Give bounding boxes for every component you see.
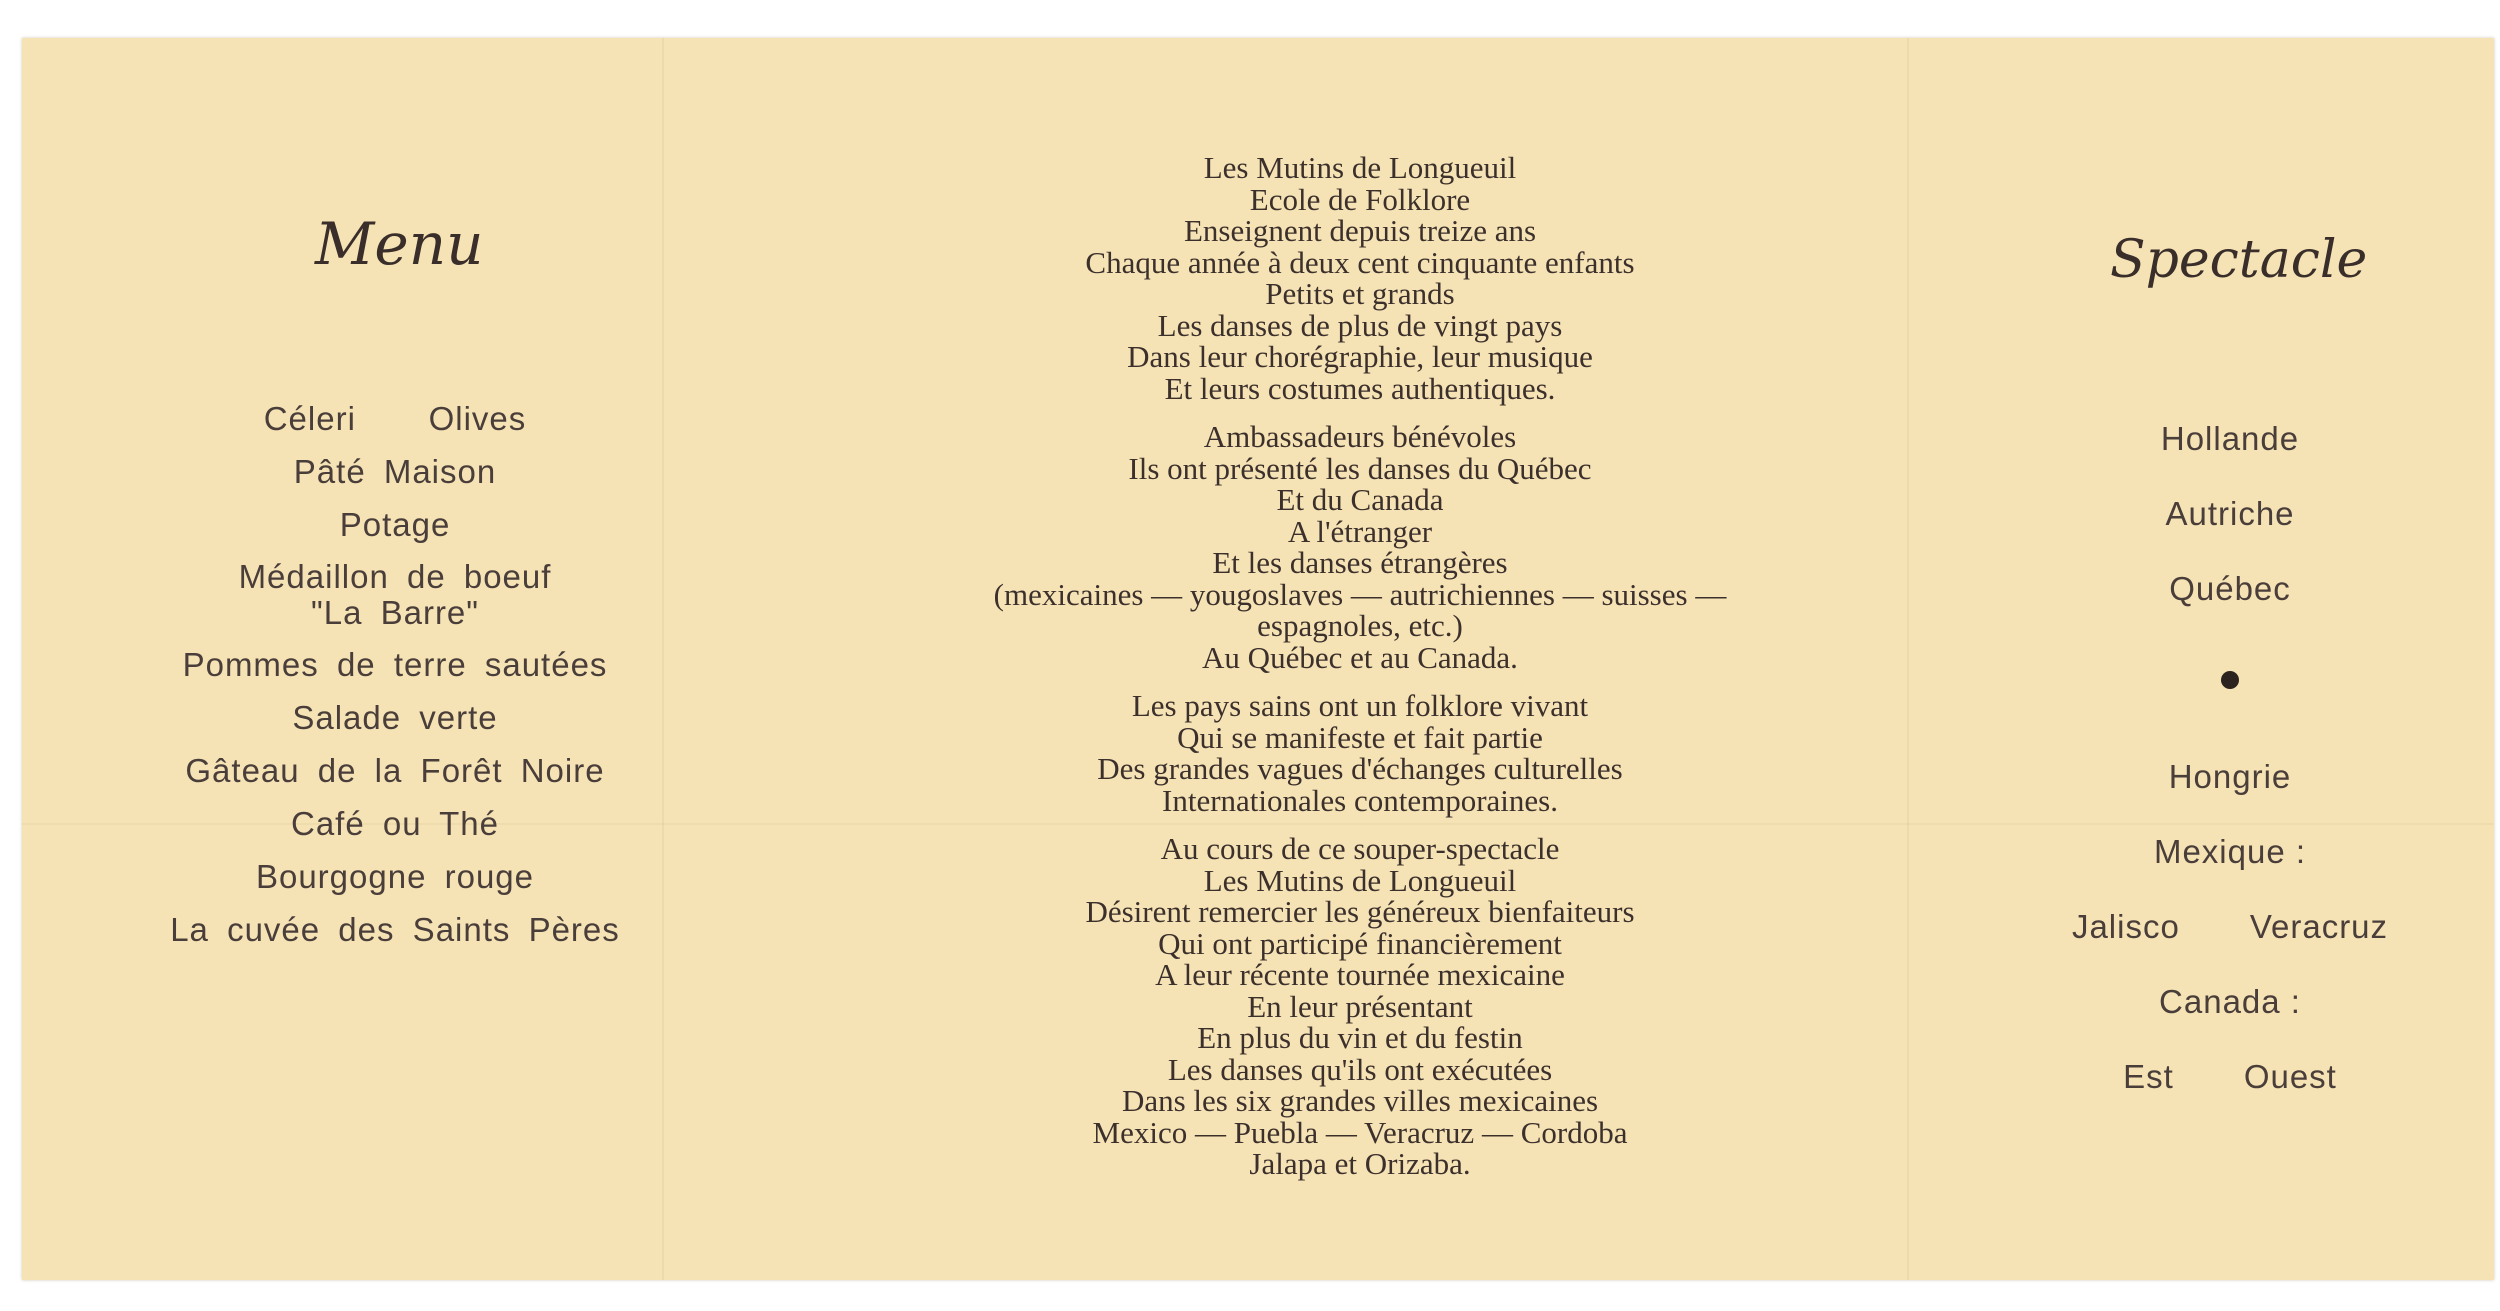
text-line: A l'étranger [1287, 513, 1433, 549]
separator [2040, 645, 2420, 758]
text-line: espagnoles, etc.) [1257, 608, 1463, 643]
paragraph [870, 421, 1850, 673]
text-line: Et leurs costumes authentiques. [1164, 370, 1556, 406]
text-line: En plus du vin et du festin [1197, 1020, 1523, 1055]
text-line: Mexico — Puebla — Veracruz — Cordoba [1092, 1114, 1628, 1150]
text-line: Internationales contemporaines. [1162, 782, 1558, 818]
menu-item: Bourgogne rouge [255, 858, 535, 895]
text-line: Des grandes vagues d'échanges culturelles [1097, 751, 1623, 786]
text-line: Petits et grands [1265, 276, 1455, 311]
spectacle-subitem: Est [2123, 1058, 2174, 1095]
paragraph [870, 690, 1850, 816]
menu-item: Pommes de terre sautées [182, 646, 608, 683]
text-line: Dans les six grandes villes mexicaines [1121, 1083, 1599, 1118]
paragraph [870, 833, 1850, 1180]
menu-item: Potage [339, 506, 451, 543]
text-line: Ambassadeurs bénévoles [1203, 419, 1517, 454]
text-line: Chaque année à deux cent cinquante enfants [1085, 244, 1635, 280]
text-line: Les danses qu'ils ont exécutées [1167, 1051, 1553, 1087]
text-line: Désirent remercier les généreux bienfaiteurs [1085, 894, 1635, 929]
text-line: Au cours de ce souper-spectacle [1160, 831, 1560, 866]
spectacle-item: Mexique : [2153, 833, 2307, 870]
paragraph [870, 152, 1850, 404]
text-line: Enseignent depuis treize ans [1183, 213, 1537, 248]
text-line: A leur récente tournée mexicaine [1155, 957, 1565, 992]
spectacle-item: Canada : [2159, 983, 2301, 1020]
spectacle-subitem: Jalisco [2071, 908, 2180, 945]
text-line: Qui se manifeste et fait partie [1177, 719, 1543, 755]
fold-line [662, 38, 664, 1280]
text-line: En leur présentant [1247, 988, 1473, 1024]
spectacle-pair [2040, 908, 2420, 983]
text-line: Ecole de Folklore [1249, 181, 1471, 217]
spectacle-list [2040, 420, 2420, 1133]
text-line: Les pays sains ont un folklore vivant [1131, 688, 1589, 723]
spectacle-item: Hollande [2160, 420, 2300, 457]
text-line: Les danses de plus de vingt pays [1157, 307, 1563, 343]
fold-line [1907, 38, 1909, 1280]
text-line: (mexicaines — yougoslaves — autrichiennes — suisses — [993, 576, 1727, 612]
text-line: Les Mutins de Longueuil [1203, 862, 1517, 898]
menu-item: Salade verte [292, 699, 498, 736]
menu-item: Gâteau de la Forêt Noire [185, 752, 605, 789]
spectacle-item: Québec [2169, 570, 2291, 607]
spectacle-subitem: Veracruz [2249, 908, 2389, 945]
spectacle-pair [2040, 1058, 2420, 1133]
program-text [870, 152, 1850, 1197]
text-line: Qui ont participé financièrement [1158, 925, 1562, 961]
menu-item: Pâté Maison [293, 453, 497, 490]
menu-item: Médaillon de boeuf "La Barre" [238, 558, 552, 631]
text-line: Les Mutins de Longueuil [1203, 150, 1517, 185]
text-line: Au Québec et au Canada. [1202, 639, 1518, 675]
text-line: Et du Canada [1276, 482, 1444, 517]
menu-list [135, 400, 655, 964]
menu-title: Menu [315, 210, 484, 278]
spectacle-subitem: Ouest [2243, 1058, 2337, 1095]
spectacle-item: Hongrie [2168, 758, 2292, 795]
text-line: Dans leur chorégraphie, leur musique [1127, 339, 1593, 374]
text-line: Jalapa et Orizaba. [1249, 1146, 1471, 1181]
text-line: Et les danses étrangères [1212, 545, 1508, 580]
text-line: Ils ont présenté les danses du Québec [1128, 450, 1592, 486]
menu-item: Café ou Thé [290, 805, 500, 842]
menu-item: Céleri Olives [263, 400, 527, 437]
bullet-dot-icon [2221, 671, 2239, 689]
menu-item: La cuvée des Saints Pères [170, 911, 620, 948]
spectacle-title: Spectacle [2110, 230, 2368, 290]
spectacle-item: Autriche [2165, 495, 2295, 532]
